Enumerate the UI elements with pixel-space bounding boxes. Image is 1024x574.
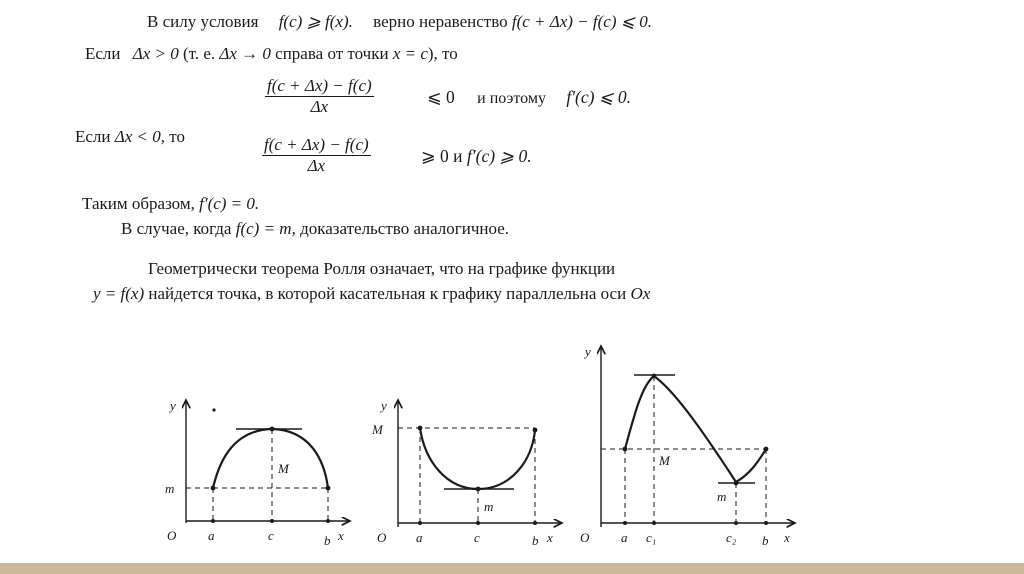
point [326,486,331,491]
point [533,428,538,433]
origin-label: O [167,528,177,543]
curve [213,429,328,488]
point [476,487,481,492]
text-span: (т. е. [183,44,216,63]
text-span: ), то [427,44,458,63]
footer-bar [0,563,1024,574]
graph-3 [580,344,795,548]
math-span: Δx > 0 [132,44,179,63]
axis-label-y: y [585,344,591,359]
label-M: M [659,453,670,468]
graph-1 [165,398,350,548]
text-span: Геометрически теорема Ролля означает, что на графике функции [148,259,616,278]
axis-label-y: y [381,398,387,413]
math-span: ⩾ 0 [421,146,449,166]
text-span: В силу условия [147,12,259,31]
text-span: Если [75,127,111,146]
point [418,521,422,525]
math-span: y = f(x) [93,284,145,303]
axis-label-y: y [170,398,176,413]
point [764,521,768,525]
point [734,481,739,486]
math-span: ⩽ 0 [427,87,455,107]
math-span: Ox [630,284,651,303]
speck [212,408,215,411]
text-span: и поэтому [477,90,546,107]
graph-2 [371,398,562,548]
text-span: найдется точка, в которой касательная к графику параллельна оси [148,284,627,303]
fraction-numerator: f(c + Δx) − f(c) [267,76,372,95]
text-span: справа от точки [275,44,389,63]
point [326,519,330,523]
tick-label-b: b [762,533,769,548]
tick-label-a: a [416,530,423,545]
math-span: f′(c) = 0. [199,194,260,213]
axis-label-x: x [784,530,790,545]
text-span: то [169,127,185,146]
curve [625,376,766,482]
point [623,521,627,525]
curve [420,428,535,489]
axis-label-x: x [338,528,344,543]
text-span: и [453,146,463,166]
point [211,519,215,523]
math-span: f′(c) ⩽ 0. [566,87,631,107]
origin-label: O [580,530,590,545]
point [734,521,738,525]
tick-label-c1: c₁ [646,530,657,545]
tick-label-b: b [324,533,331,548]
point [270,427,275,432]
math-span: f(c) ⩾ f(x). [278,12,353,31]
text-span: Таким образом, [82,194,195,213]
text-span: доказательство аналогичное. [300,219,509,238]
point [211,486,216,491]
point [652,374,657,379]
tick-label-c: c [474,530,480,545]
tick-label-c: c [268,528,274,543]
label-M: M [278,461,289,476]
axis-label-x: x [547,530,553,545]
label-m: m [165,481,175,496]
label-m: m [484,499,494,514]
math-span: f(c) = m, [235,219,296,238]
point [533,521,537,525]
tick-label-a: a [621,530,628,545]
tick-label-b: b [532,533,539,548]
math-span: Δx < 0, [114,127,166,146]
text-span: верно неравенство [373,12,508,31]
fraction-denominator: Δx [307,156,326,175]
label-M: M [372,422,383,437]
math-span: Δx → 0 [219,44,271,63]
fraction-numerator: f(c + Δx) − f(c) [264,135,369,154]
text-span: Если [85,44,121,63]
point [652,521,656,525]
point [270,519,274,523]
fraction-denominator: Δx [310,97,329,116]
math-span: x = c [392,44,428,63]
tick-label-c2: c₂ [726,530,737,545]
math-span: f′(c) ⩾ 0. [466,146,532,166]
origin-label: O [377,530,387,545]
text-span: В случае, когда [121,219,232,238]
point [418,426,423,431]
point [764,447,769,452]
point [623,447,628,452]
tick-label-a: a [208,528,215,543]
math-span: f(c + Δx) − f(c) ⩽ 0. [511,12,653,31]
label-m: m [717,489,727,504]
point [476,521,480,525]
